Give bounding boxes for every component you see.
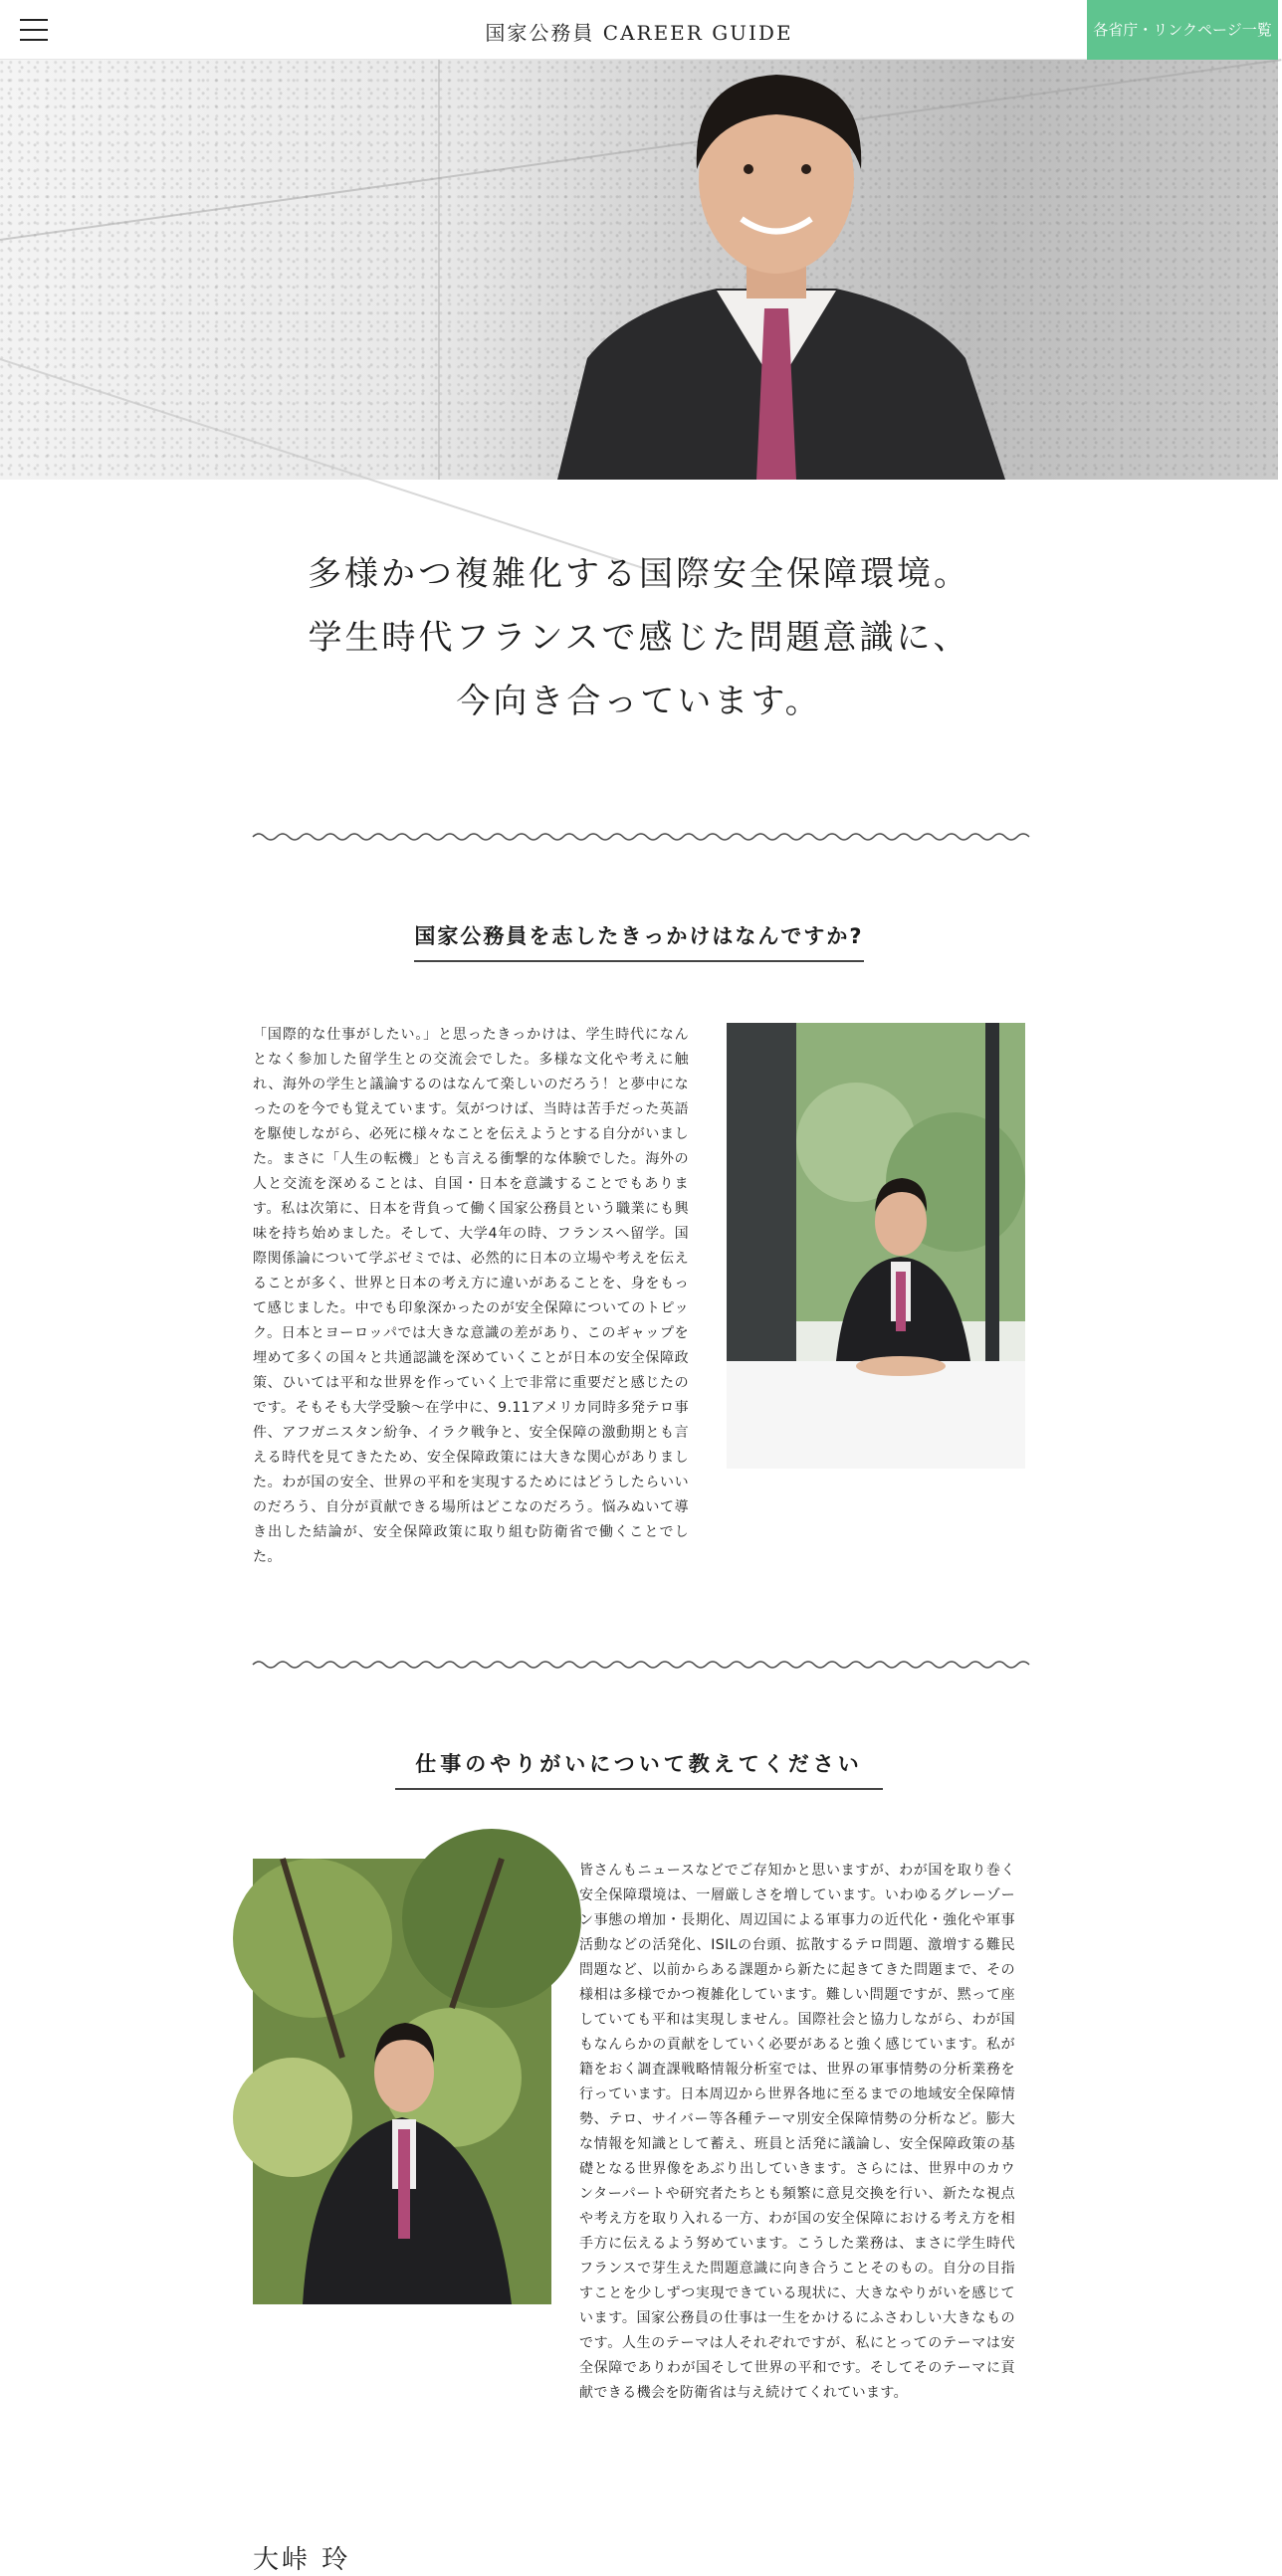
catch-line-3: 今向き合っています。 xyxy=(456,682,822,721)
hero-portrait xyxy=(518,60,1035,480)
catch-line-2: 学生時代フランスで感じた問題意識に、 xyxy=(308,618,970,658)
answer-2-text: 皆さんもニュースなどでご存知かと思いますが、わが国を取り巻く安全保障環境は、一層厳しさを増しています。いわゆるグレーゾーン事態の増加・長期化、周辺国による軍事力の近代化・強化や軍事活動などの活発化、ISILの台頭、拡散するテロ問題、激増する難民問題など、以前からある課題から新たに起きてきた問題まで、その様相は多様でかつ複雑化しています。難しい問題ですが、黙って座していても平和は実現しません。国際社会と協力しながら、わが国もなんらかの貢献をしていく必要があると強く感じています。私が籍をおく調査課戦略情報分析室では、世界の軍事情勢の分析業務を行っています。日本周辺から世界各地に至るまでの地域安全保障情勢、テロ、サイバー等各種テーマ別安全保障情勢の分析など。膨大な情報を知識として蓄え、班員と活発に議論し、安全保障政策の基礎となる世界像をあぶり出していきます。さらには、世界中のカウンターパートや研究者たちとも頻繁に意見交換を行い、新たな視点や考え方を取り入れる一方、わが国の安全保障における考え方を相手方に伝えるよう努めています。こうした業務は、まさに学生時代フランスで芽生えた問題意識に向き合うことそのもの。自分の目指すことを少しずつ実現できている現状に、大きなやりがいを感じています。国家公務員の仕事は一生をかけるにふさわしい大きなものです。人生のテーマは人それぞれですが、私にとってのテーマは安全保障でありわが国そして世界の平和です。そしてそのテーマに貢献できる機会を防衛省は与え続けてくれています。 xyxy=(579,1863,1015,2401)
question-heading-2 xyxy=(0,1748,1278,1790)
answer-1-text: 「国際的な仕事がしたい。」と思ったきっかけは、学生時代になんとなく参加した留学生との交流会でした。多様な文化や考えに触れ、海外の学生と議論するのはなんて楽しいのだろう！と夢中になったのを今でも覚えています。気がつけば、当時は苦手だった英語を駆使しながら、必死に様々なことを伝えようとする自分がいました。まさに「人生の転機」とも言える衝撃的な体験でした。海外の人と交流を深めることは、自国・日本を意識することでもあります。私は次第に、日本を背負って働く国家公務員という職業にも興味を持ち始めました。そして、大学4年の時、フランスへ留学。国際関係論について学ぶゼミでは、必然的に日本の立場や考えを伝えることが多く、世界と日本の考え方に違いがあることを、身をもって感じました。中でも印象深かったのが安全保障についてのトピック。日本とヨーロッパでは大きな意識の差があり、このギャップを埋めて多くの国々と共通認識を深めていくことが日本の安全保障政策、ひいては平和な世界を作っていく上で非常に重要だと感じたのです。そもそも大学受験〜在学中に、9.11アメリカ同時多発テロ事件、アフガニスタン紛争、イラク戦争と、安全保障の激動期とも言える時代を見てきたため、安全保障政策には大きな関心がありました。わが国の安全、世界の平和を実現するためにはどうしたらいいのだろう、自分が貢献できる場所はどこなのだろう。悩みぬいて導き出した結論が、安全保障政策に取り組む防衛省で働くことでした。 xyxy=(253,1027,689,1565)
catch-line-1: 多様かつ複雑化する国際安全保障環境。 xyxy=(308,554,970,594)
question-1-title: 国家公務員を志したきっかけはなんですか? xyxy=(414,920,863,962)
ministry-links-button[interactable]: 各省庁・リンクページ一覧 xyxy=(1087,0,1278,60)
outdoor-photo xyxy=(253,1859,551,2304)
hero-photo xyxy=(0,60,1278,480)
wave-divider xyxy=(253,830,1025,844)
site-title[interactable]: 国家公務員 CAREER GUIDE xyxy=(485,21,793,45)
catch-copy xyxy=(0,542,1278,733)
site-header xyxy=(0,0,1278,60)
staff-name: 大峠 玲 xyxy=(253,2545,351,2575)
wave-divider-2 xyxy=(253,1658,1025,1672)
office-photo xyxy=(727,1023,1025,1469)
question-heading-1 xyxy=(0,920,1278,962)
question-2-title: 仕事のやりがいについて教えてください xyxy=(395,1748,883,1790)
